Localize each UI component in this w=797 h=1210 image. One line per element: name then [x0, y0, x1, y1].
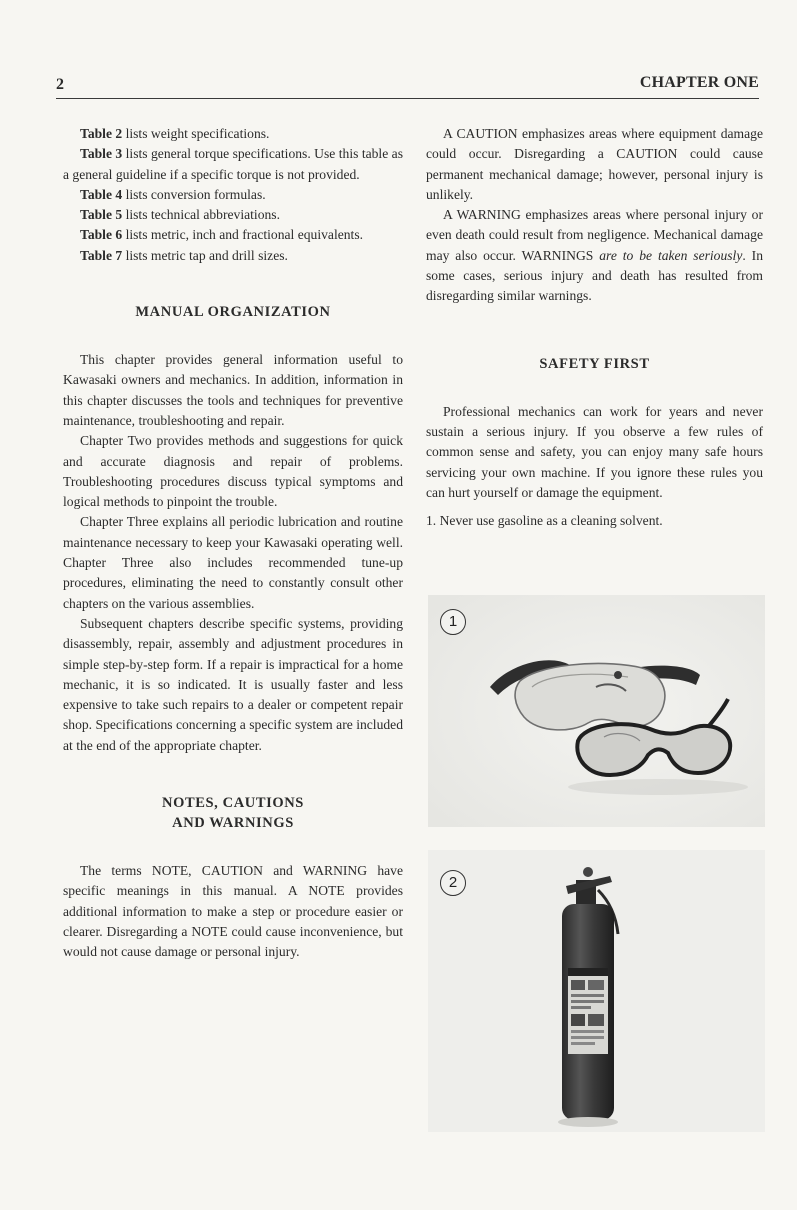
chapter-title: CHAPTER ONE	[639, 74, 759, 91]
manual-paragraph: This chapter provides general information useful to Kawasaki owners and mechanics. In addition, information in this chapter discusses the tools and techniques for preventive maintenance, troubleshooting and repair.	[63, 352, 403, 428]
notes-paragraph: The terms NOTE, CAUTION and WARNING have specific meanings in this manual. A NOTE provides additional information to make a step or procedure easier or clearer. Disregarding a NOTE could cause inconvenience, but would not cause damage or personal injury.	[63, 863, 403, 960]
caution-paragraph: A CAUTION emphasizes areas where equipment damage could occur. Disregarding a CAUTION could cause permanent mechanical damage; however, personal injury is unlikely.	[426, 126, 763, 202]
warning-paragraph: A WARNING emphasizes areas where personal injury or even death could result from negligence. Mechanical damage may also occur. WARNINGS are to be taken seriously. In some cases, serious injury and death has resulted from disregarding similar warnings.	[426, 207, 763, 304]
right-column	[426, 124, 763, 531]
notes-heading-line1: NOTES, CAUTIONS	[162, 795, 304, 812]
manual-paragraph: Subsequent chapters describe specific systems, providing disassembly, repair, assembly and adjustment procedures in simple step-by-step form. If a repair is impractical for a home mechanic, it is so indicated. It is usually faster and less expensive to take such repairs to a dealer or competent repair shop. Specifications concerning a specific system are included at the end of the appropriate chapter.	[63, 615, 403, 753]
manual-paragraph: Chapter Two provides methods and suggestions for quick and accurate diagnosis and repair of problems. Troubleshooting procedures discuss typical symptoms and logical methods to pinpoint the trouble.	[63, 433, 403, 510]
left-column	[63, 124, 403, 963]
table-line: Table 5 lists technical abbreviations.	[80, 207, 280, 223]
table-line: Table 6 lists metric, inch and fractional equivalents.	[80, 227, 364, 243]
safety-first-heading: SAFETY FIRST	[539, 355, 650, 372]
fire-extinguisher-photo	[428, 850, 765, 1132]
page-number: 2	[56, 76, 64, 93]
safety-rule-1: 1. Never use gasoline as a cleaning solvent.	[426, 513, 663, 529]
table-line: Table 4 lists conversion formulas.	[80, 186, 266, 202]
figure-1	[428, 595, 765, 827]
safety-goggles-and-glasses-photo	[428, 595, 765, 827]
notes-heading-line2: AND WARNINGS	[172, 815, 294, 832]
table-line: Table 7 lists metric tap and drill sizes.	[80, 247, 288, 263]
manual-organization-heading: MANUAL ORGANIZATION	[135, 304, 331, 321]
manual-paragraph: Chapter Three explains all periodic lubrication and routine maintenance necessary to keep your Kawasaki operating well. Chapter Three also includes recommended tune-up procedures, eliminating the need to constantly consult other chapters on the various assemblies.	[63, 514, 403, 611]
table-line: Table 3 lists general torque specifications. Use this table as a general guideline if a specific torque is not provided.	[63, 146, 403, 182]
figure-number: 2	[440, 870, 466, 896]
page-header	[56, 74, 759, 99]
figure-2	[428, 850, 765, 1132]
figure-number: 1	[440, 609, 466, 635]
table-line: Table 2 lists weight specifications.	[80, 126, 270, 141]
safety-paragraph: Professional mechanics can work for years and never sustain a serious injury. If you observe a few rules of common sense and safety, you can enjoy many safe hours servicing your own machine. If you ignore these rules you can hurt yourself or damage the equipment.	[426, 403, 763, 500]
